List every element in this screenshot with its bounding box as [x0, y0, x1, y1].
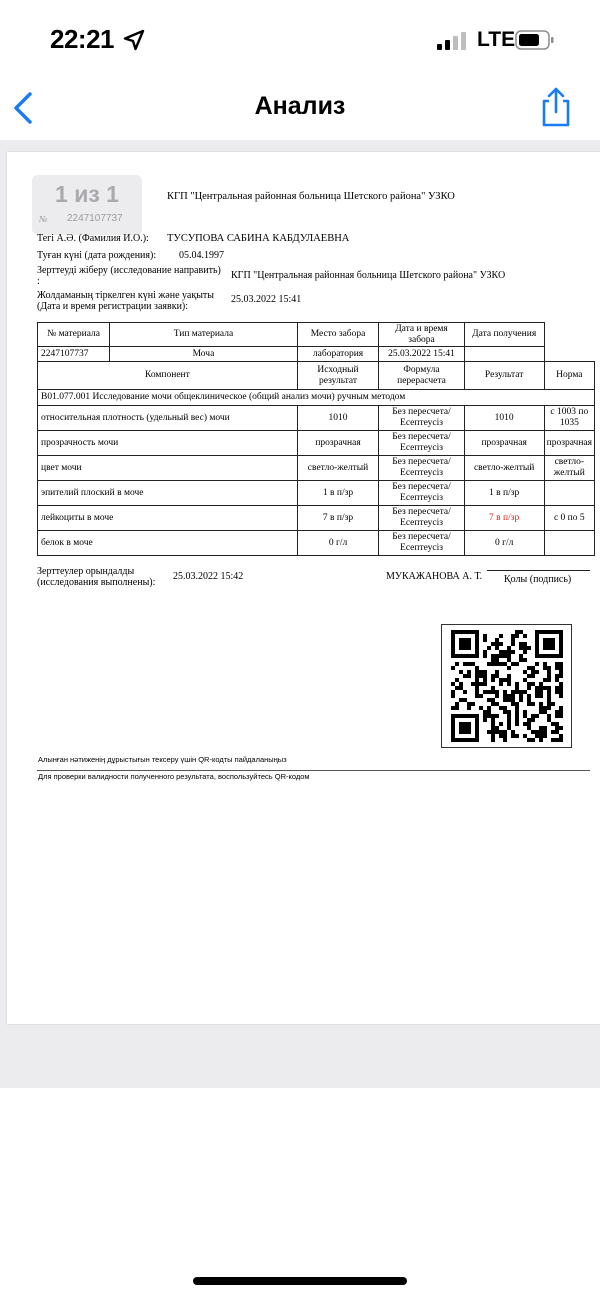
component-cell: лейкоциты в моче — [38, 506, 298, 531]
norm-cell: с 1003 по 1035 — [544, 406, 594, 431]
material-row — [38, 347, 595, 362]
material-number: 2247107737 — [38, 347, 110, 362]
result-cell: 1 в п/зр — [464, 481, 544, 506]
source-result-cell: 1010 — [297, 406, 379, 431]
qr-code[interactable] — [441, 624, 572, 748]
sender-label-colon: : — [37, 276, 40, 287]
status-time: 22:21 — [50, 24, 114, 54]
cellular-signal-icon — [437, 30, 469, 50]
table-header: Исходный результат — [297, 362, 379, 390]
page-count: 1 из 1 — [55, 181, 119, 207]
doctor-name: МУКАЖАНОВА А. Т. — [386, 571, 483, 582]
completed-value: 25.03.2022 15:42 — [173, 571, 244, 582]
sender-value: КГП "Центральная районная больница Шетского района" УЗКО — [231, 270, 506, 281]
formula-cell: Без пересчета/ Есептеусіз — [379, 431, 464, 456]
location-arrow-icon — [122, 28, 146, 52]
table-row — [38, 531, 595, 556]
footer-divider — [37, 770, 590, 771]
page-indicator — [32, 175, 142, 235]
signature-label: Қолы (подпись) — [504, 574, 572, 585]
network-type: LTE — [477, 28, 516, 51]
material-header-row — [38, 323, 595, 347]
source-result-cell: светло-желтый — [297, 456, 379, 481]
norm-cell: с 0 по 5 — [544, 506, 594, 531]
organization-name: КГП "Центральная районная больница Шетского района" УЗКО — [167, 191, 455, 202]
source-result-cell: прозрачная — [297, 431, 379, 456]
norm-cell — [544, 481, 594, 506]
norm-cell — [544, 531, 594, 556]
formula-cell: Без пересчета/ Есептеусіз — [379, 506, 464, 531]
component-cell: белок в моче — [38, 531, 298, 556]
result-cell: 1010 — [464, 406, 544, 431]
result-cell: 7 в п/зр — [464, 506, 544, 531]
component-cell: цвет мочи — [38, 456, 298, 481]
result-cell: прозрачная — [464, 431, 544, 456]
table-header: № материала — [38, 323, 110, 347]
sender-label: Зерттеуді жіберу (исследование направить) — [37, 265, 221, 276]
page-title: Анализ — [254, 92, 346, 120]
dob-value: 05.04.1997 — [179, 250, 224, 261]
table-row — [38, 431, 595, 456]
material-type: Моча — [110, 347, 298, 362]
table-header: Место забора — [297, 323, 379, 347]
document-page — [7, 152, 600, 1024]
source-result-cell: 0 г/л — [297, 531, 379, 556]
footer-note-kz: Алынған нәтиженің дұрыстығын тексеру үшін QR-кодты пайдаланыңыз — [38, 755, 287, 764]
norm-cell: прозрачная — [544, 431, 594, 456]
formula-cell: Без пересчета/ Есептеусіз — [379, 481, 464, 506]
table-row — [38, 406, 595, 431]
registration-value: 25.03.2022 15:41 — [231, 294, 302, 305]
completed-label: Зерттеулер орындалды — [37, 566, 135, 577]
completed-label-ru: (исследования выполнены): — [37, 577, 156, 588]
share-icon[interactable] — [538, 86, 574, 128]
receipt-date — [464, 347, 544, 362]
table-header: Результат — [464, 362, 544, 390]
table-header: Дата получения — [464, 323, 544, 347]
collection-place: лаборатория — [297, 347, 379, 362]
table-header: Тип материала — [110, 323, 298, 347]
registration-label: Жолдаманың тіркелген күні және уақыты — [37, 290, 215, 301]
patient-label: Тегі А.Ә. (Фамилия И.О.): — [37, 233, 149, 244]
document-viewer[interactable] — [0, 140, 600, 1088]
formula-cell: Без пересчета/ Есептеусіз — [379, 531, 464, 556]
patient-name: ТУСУПОВА САБИНА КАБДУЛАЕВНА — [167, 233, 350, 244]
formula-cell: Без пересчета/ Есептеусіз — [379, 456, 464, 481]
result-cell: светло-желтый — [464, 456, 544, 481]
component-cell: эпителий плоский в моче — [38, 481, 298, 506]
home-indicator[interactable] — [193, 1277, 407, 1285]
qr-code-icon — [451, 630, 563, 742]
component-cell: относительная плотность (удельный вес) мочи — [38, 406, 298, 431]
battery-icon — [515, 29, 555, 51]
table-row — [38, 456, 595, 481]
table-row — [38, 481, 595, 506]
section-row — [38, 390, 595, 406]
status-bar — [0, 0, 600, 80]
signature-line — [487, 570, 590, 571]
table-header: Норма — [544, 362, 594, 390]
footer-note-ru: Для проверки валидности полученного результата, воспользуйтесь QR-кодом — [38, 772, 310, 781]
collection-date: 25.03.2022 15:41 — [379, 347, 464, 362]
result-cell: 0 г/л — [464, 531, 544, 556]
results-table — [37, 322, 595, 556]
table-header: Компонент — [38, 362, 298, 390]
source-result-cell: 1 в п/зр — [297, 481, 379, 506]
doc-number-label: № — [39, 214, 48, 224]
results-header-row — [38, 362, 595, 390]
test-section-title: B01.077.001 Исследование мочи общеклиническое (общий анализ мочи) ручным методом — [38, 390, 595, 406]
source-result-cell: 7 в п/зр — [297, 506, 379, 531]
formula-cell: Без пересчета/ Есептеусіз — [379, 406, 464, 431]
table-header: Формула перерасчета — [379, 362, 464, 390]
doc-number: 2247107737 — [67, 213, 123, 224]
table-row — [38, 506, 595, 531]
dob-label: Туған күні (дата рождения): — [37, 250, 157, 261]
table-header: Дата и время забора — [379, 323, 464, 347]
navigation-bar — [0, 80, 600, 140]
norm-cell: светло-желтый — [544, 456, 594, 481]
registration-label-ru: (Дата и время регистрации заявки): — [37, 301, 189, 312]
component-cell: прозрачность мочи — [38, 431, 298, 456]
